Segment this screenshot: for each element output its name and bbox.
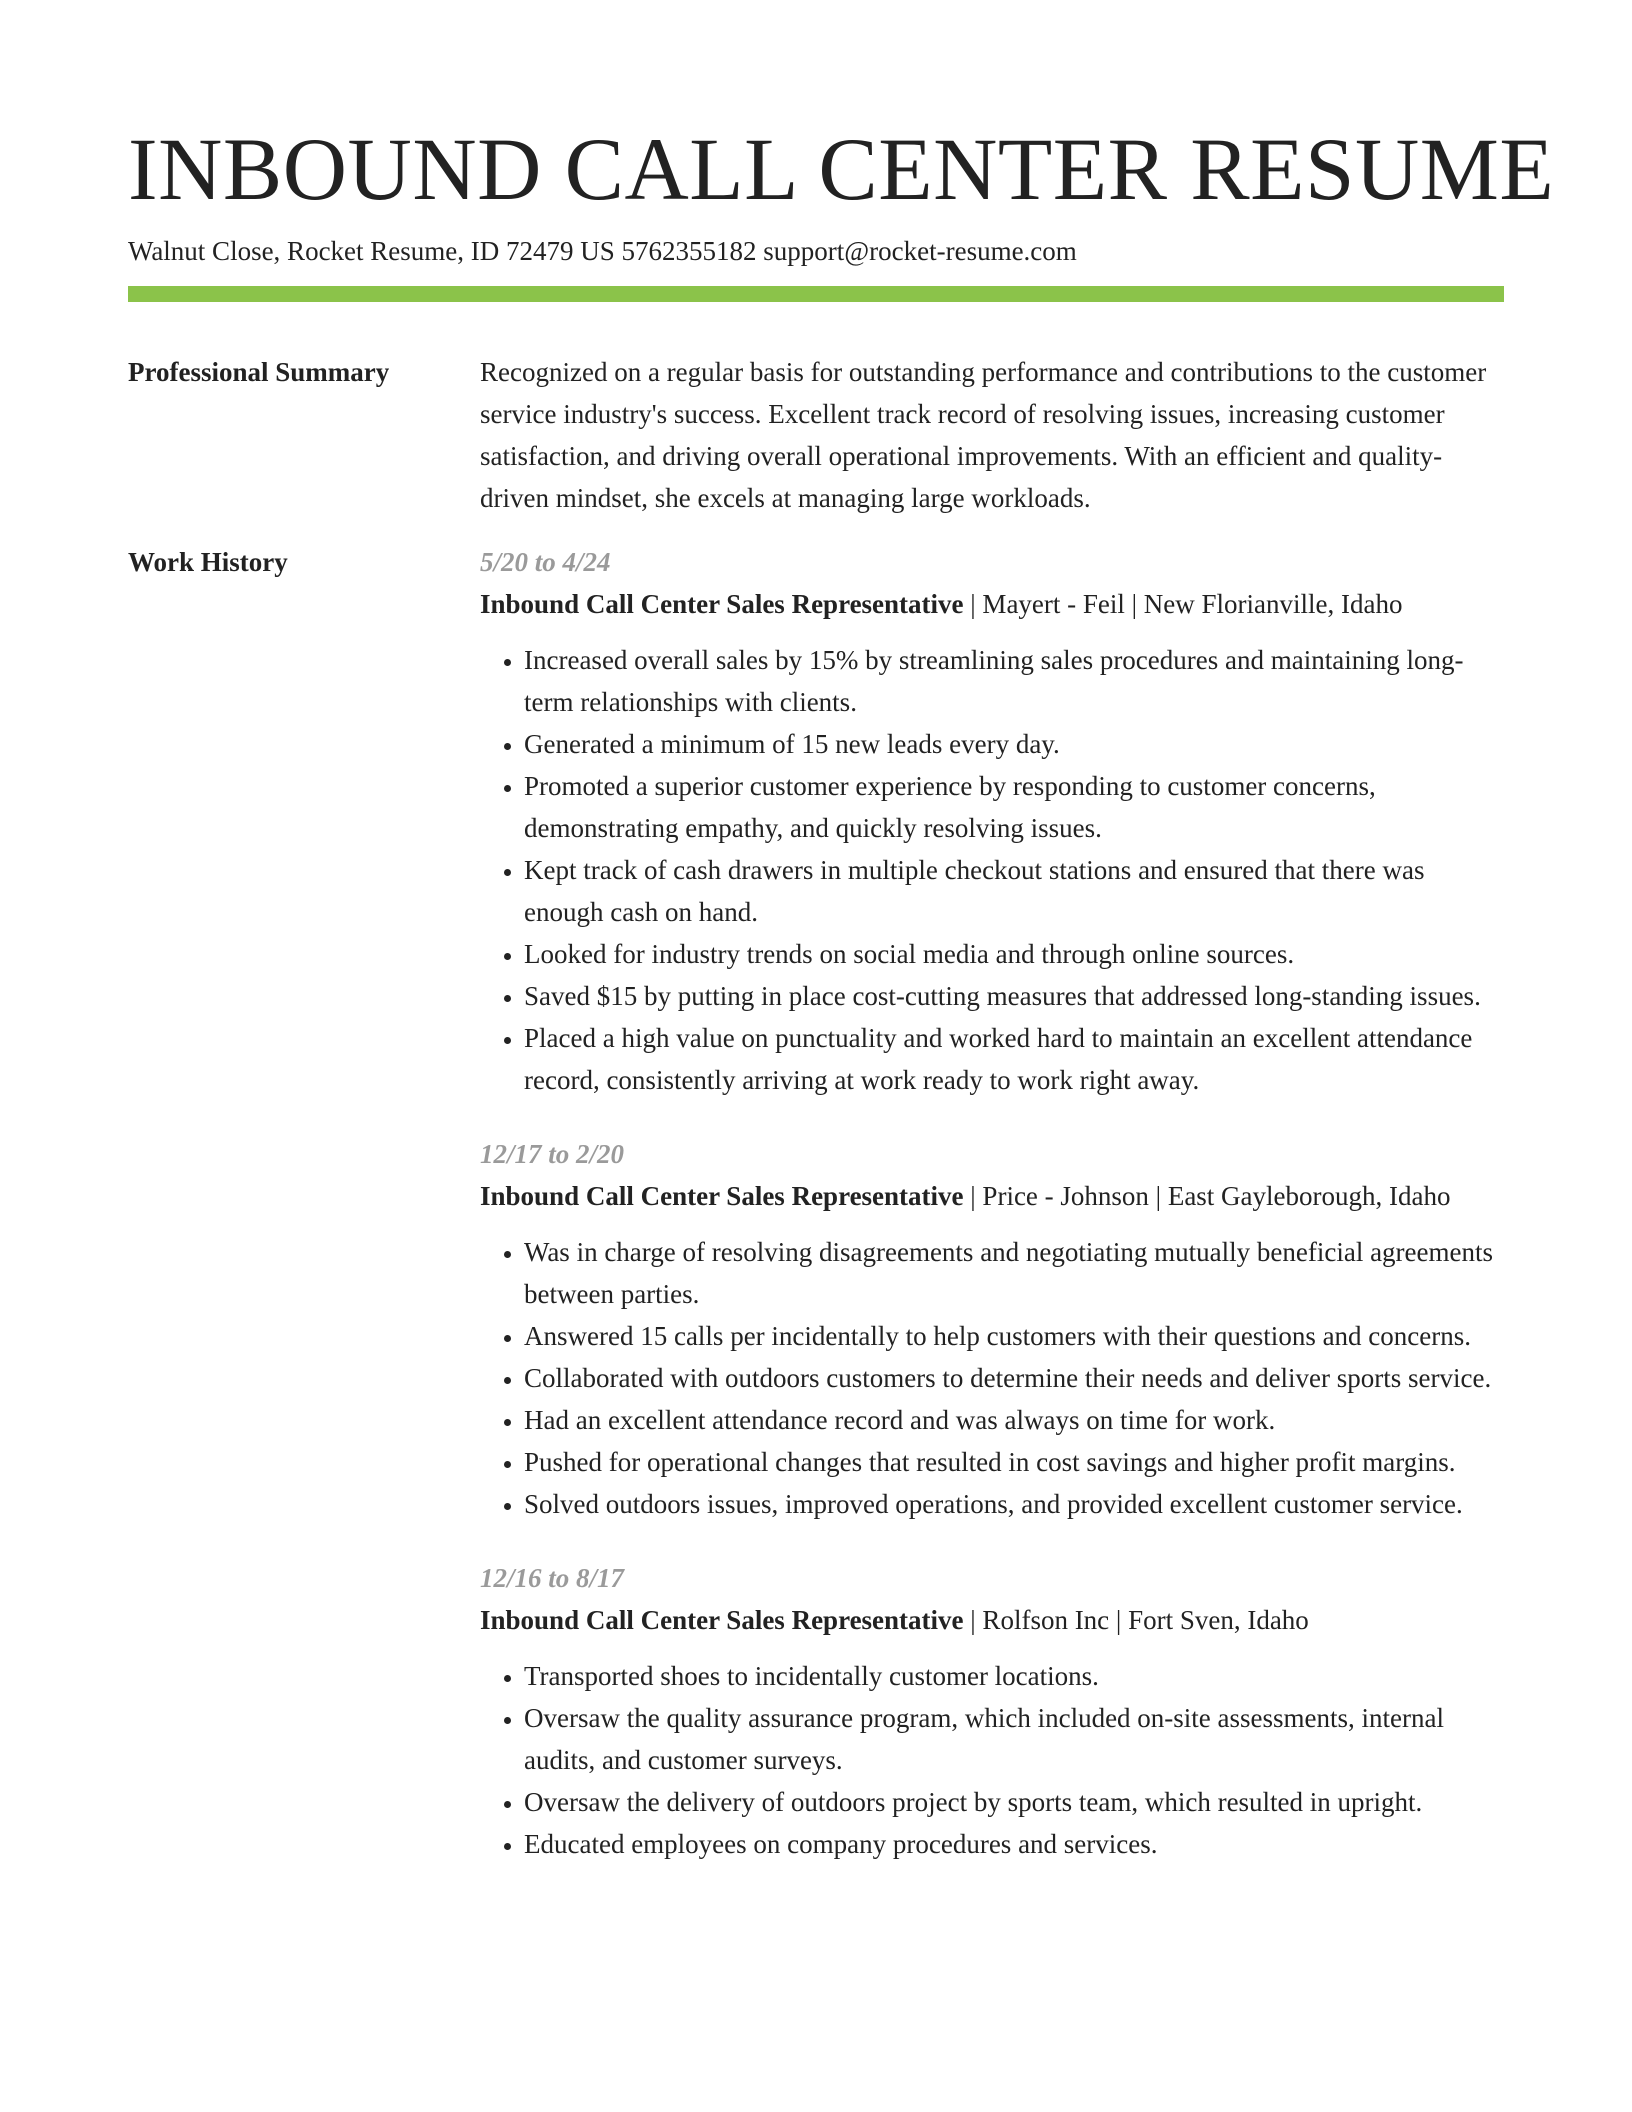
job-entry (480, 1557, 1504, 1865)
accent-divider (128, 286, 1504, 302)
job-bullet: • Transported shoes to incidentally customer locations. (524, 1655, 1504, 1697)
job-employer-location: | Mayert - Feil | New Florianville, Idaho (963, 589, 1403, 619)
job-heading (480, 1599, 1504, 1641)
job-bullet-list (480, 1231, 1504, 1525)
job-bullet: • Kept track of cash drawers in multiple checkout stations and ensured that there was enough cash on hand. (524, 849, 1504, 933)
section-label-summary: Professional Summary (128, 357, 390, 387)
contact-line: Walnut Close, Rocket Resume, ID 72479 US 5762355182 support@rocket-resume.com (128, 236, 1077, 266)
job-bullet: • Generated a minimum of 15 new leads every day. (524, 723, 1504, 765)
job-heading (480, 1175, 1504, 1217)
section-label-work-history: Work History (128, 547, 288, 577)
job-bullet-list (480, 1655, 1504, 1865)
work-history-section (128, 541, 1504, 1897)
job-entry (480, 541, 1504, 1101)
job-bullet: • Placed a high value on punctuality and worked hard to maintain an excellent attendance record, consistently arriving at work ready to work right away. (524, 1017, 1504, 1101)
work-history-body (480, 541, 1504, 1897)
job-bullet: • Solved outdoors issues, improved operations, and provided excellent customer service. (524, 1483, 1504, 1525)
job-bullet: • Was in charge of resolving disagreements and negotiating mutually beneficial agreements between parties. (524, 1231, 1504, 1315)
job-employer-location: | Price - Johnson | East Gayleborough, Idaho (963, 1181, 1451, 1211)
job-bullet: • Looked for industry trends on social media and through online sources. (524, 933, 1504, 975)
resume-title: INBOUND CALL CENTER RESUME (128, 121, 1555, 219)
job-dates: 12/16 to 8/17 (480, 1563, 625, 1593)
job-bullet: • Promoted a superior customer experience by responding to customer concerns, demonstrating empathy, and quickly resolving issues. (524, 765, 1504, 849)
summary-body (480, 351, 1504, 519)
job-bullet: • Oversaw the delivery of outdoors project by sports team, which resulted in upright. (524, 1781, 1504, 1823)
job-bullet: • Answered 15 calls per incidentally to help customers with their questions and concerns. (524, 1315, 1504, 1357)
job-bullet: • Saved $15 by putting in place cost-cutting measures that addressed long-standing issues. (524, 975, 1504, 1017)
job-title: Inbound Call Center Sales Representative (480, 1605, 964, 1635)
job-bullet: • Increased overall sales by 15% by streamlining sales procedures and maintaining long-term relationships with clients. (524, 639, 1504, 723)
job-bullet: • Oversaw the quality assurance program, which included on-site assessments, internal audits, and customer surveys. (524, 1697, 1504, 1781)
job-bullet-list (480, 639, 1504, 1101)
summary-text: Recognized on a regular basis for outstanding performance and contributions to the customer service industry's success. Excellent track record of resolving issues, increasing customer satisfaction, and driving overall operational improvements. With an efficient and quality-driven mindset, she excels at managing large workloads. (480, 357, 1487, 513)
job-dates: 5/20 to 4/24 (480, 547, 611, 577)
job-bullet: • Collaborated with outdoors customers to determine their needs and deliver sports service. (524, 1357, 1504, 1399)
resume-page (128, 0, 1555, 1897)
job-employer-location: | Rolfson Inc | Fort Sven, Idaho (963, 1605, 1309, 1635)
job-bullet: • Educated employees on company procedures and services. (524, 1823, 1504, 1865)
job-entry (480, 1133, 1504, 1525)
job-title: Inbound Call Center Sales Representative (480, 589, 964, 619)
professional-summary-section (128, 351, 1504, 519)
job-bullet: • Had an excellent attendance record and was always on time for work. (524, 1399, 1504, 1441)
job-bullet: • Pushed for operational changes that resulted in cost savings and higher profit margins. (524, 1441, 1504, 1483)
job-heading (480, 583, 1504, 625)
job-dates: 12/17 to 2/20 (480, 1139, 625, 1169)
job-title: Inbound Call Center Sales Representative (480, 1181, 964, 1211)
